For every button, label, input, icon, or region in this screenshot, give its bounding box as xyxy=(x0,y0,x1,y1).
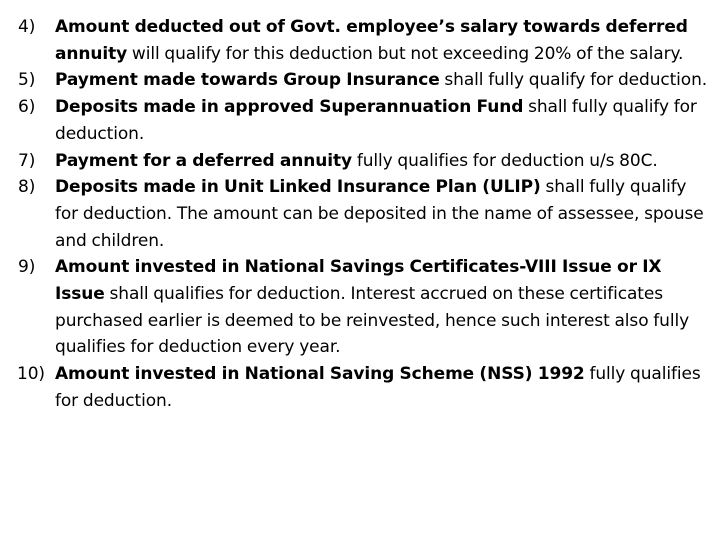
item-number: 4) xyxy=(18,17,36,37)
item-number: 6) xyxy=(18,97,36,118)
list-item-8 xyxy=(18,174,708,254)
item-heading: Amount deducted out of Govt. employee’s salary towards deferred annuity xyxy=(55,17,688,64)
item-text: shall fully qualify for deduction. xyxy=(55,97,697,144)
item-heading: Deposits made in approved Superannuation Fund xyxy=(55,97,524,118)
item-heading: Amount invested in National Saving Scheme (NSS) 1992 xyxy=(55,364,585,385)
list-item-9 xyxy=(18,254,708,361)
item-number: 9) xyxy=(18,257,36,278)
item-text: shall fully qualify for deduction. xyxy=(439,70,708,91)
item-number: 5) xyxy=(18,70,36,91)
item-number: 8) xyxy=(18,177,36,198)
item-number: 10) xyxy=(17,364,45,385)
item-text: will qualify for this deduction but not exceeding 20% of the salary. xyxy=(127,43,684,64)
item-heading: Payment made towards Group Insurance xyxy=(55,70,440,91)
item-text: shall qualifies for deduction. Interest accrued on these certificates purchased earlier is deemed to be reinvested, hence such interest also fully qualifies for deduction every year. xyxy=(55,284,690,358)
item-heading: Deposits made in Unit Linked Insurance Plan (ULIP) xyxy=(55,177,541,198)
list-item-5 xyxy=(18,67,708,94)
item-text: fully qualifies for deduction u/s 80C. xyxy=(352,150,658,171)
item-text: fully qualifies for deduction. xyxy=(55,364,701,411)
list-item-4 xyxy=(18,14,708,67)
deduction-list xyxy=(18,14,708,415)
item-number: 7) xyxy=(18,150,36,171)
item-heading: Payment for a deferred annuity xyxy=(55,150,353,171)
list-item-10 xyxy=(18,361,708,414)
item-text: shall fully qualify for deduction. The amount can be deposited in the name of assessee, spouse and children. xyxy=(55,177,704,251)
list-item-6 xyxy=(18,94,708,147)
item-heading: Amount invested in National Savings Certificates-VIII Issue or IX Issue xyxy=(55,257,662,305)
list-item-7 xyxy=(18,148,708,175)
